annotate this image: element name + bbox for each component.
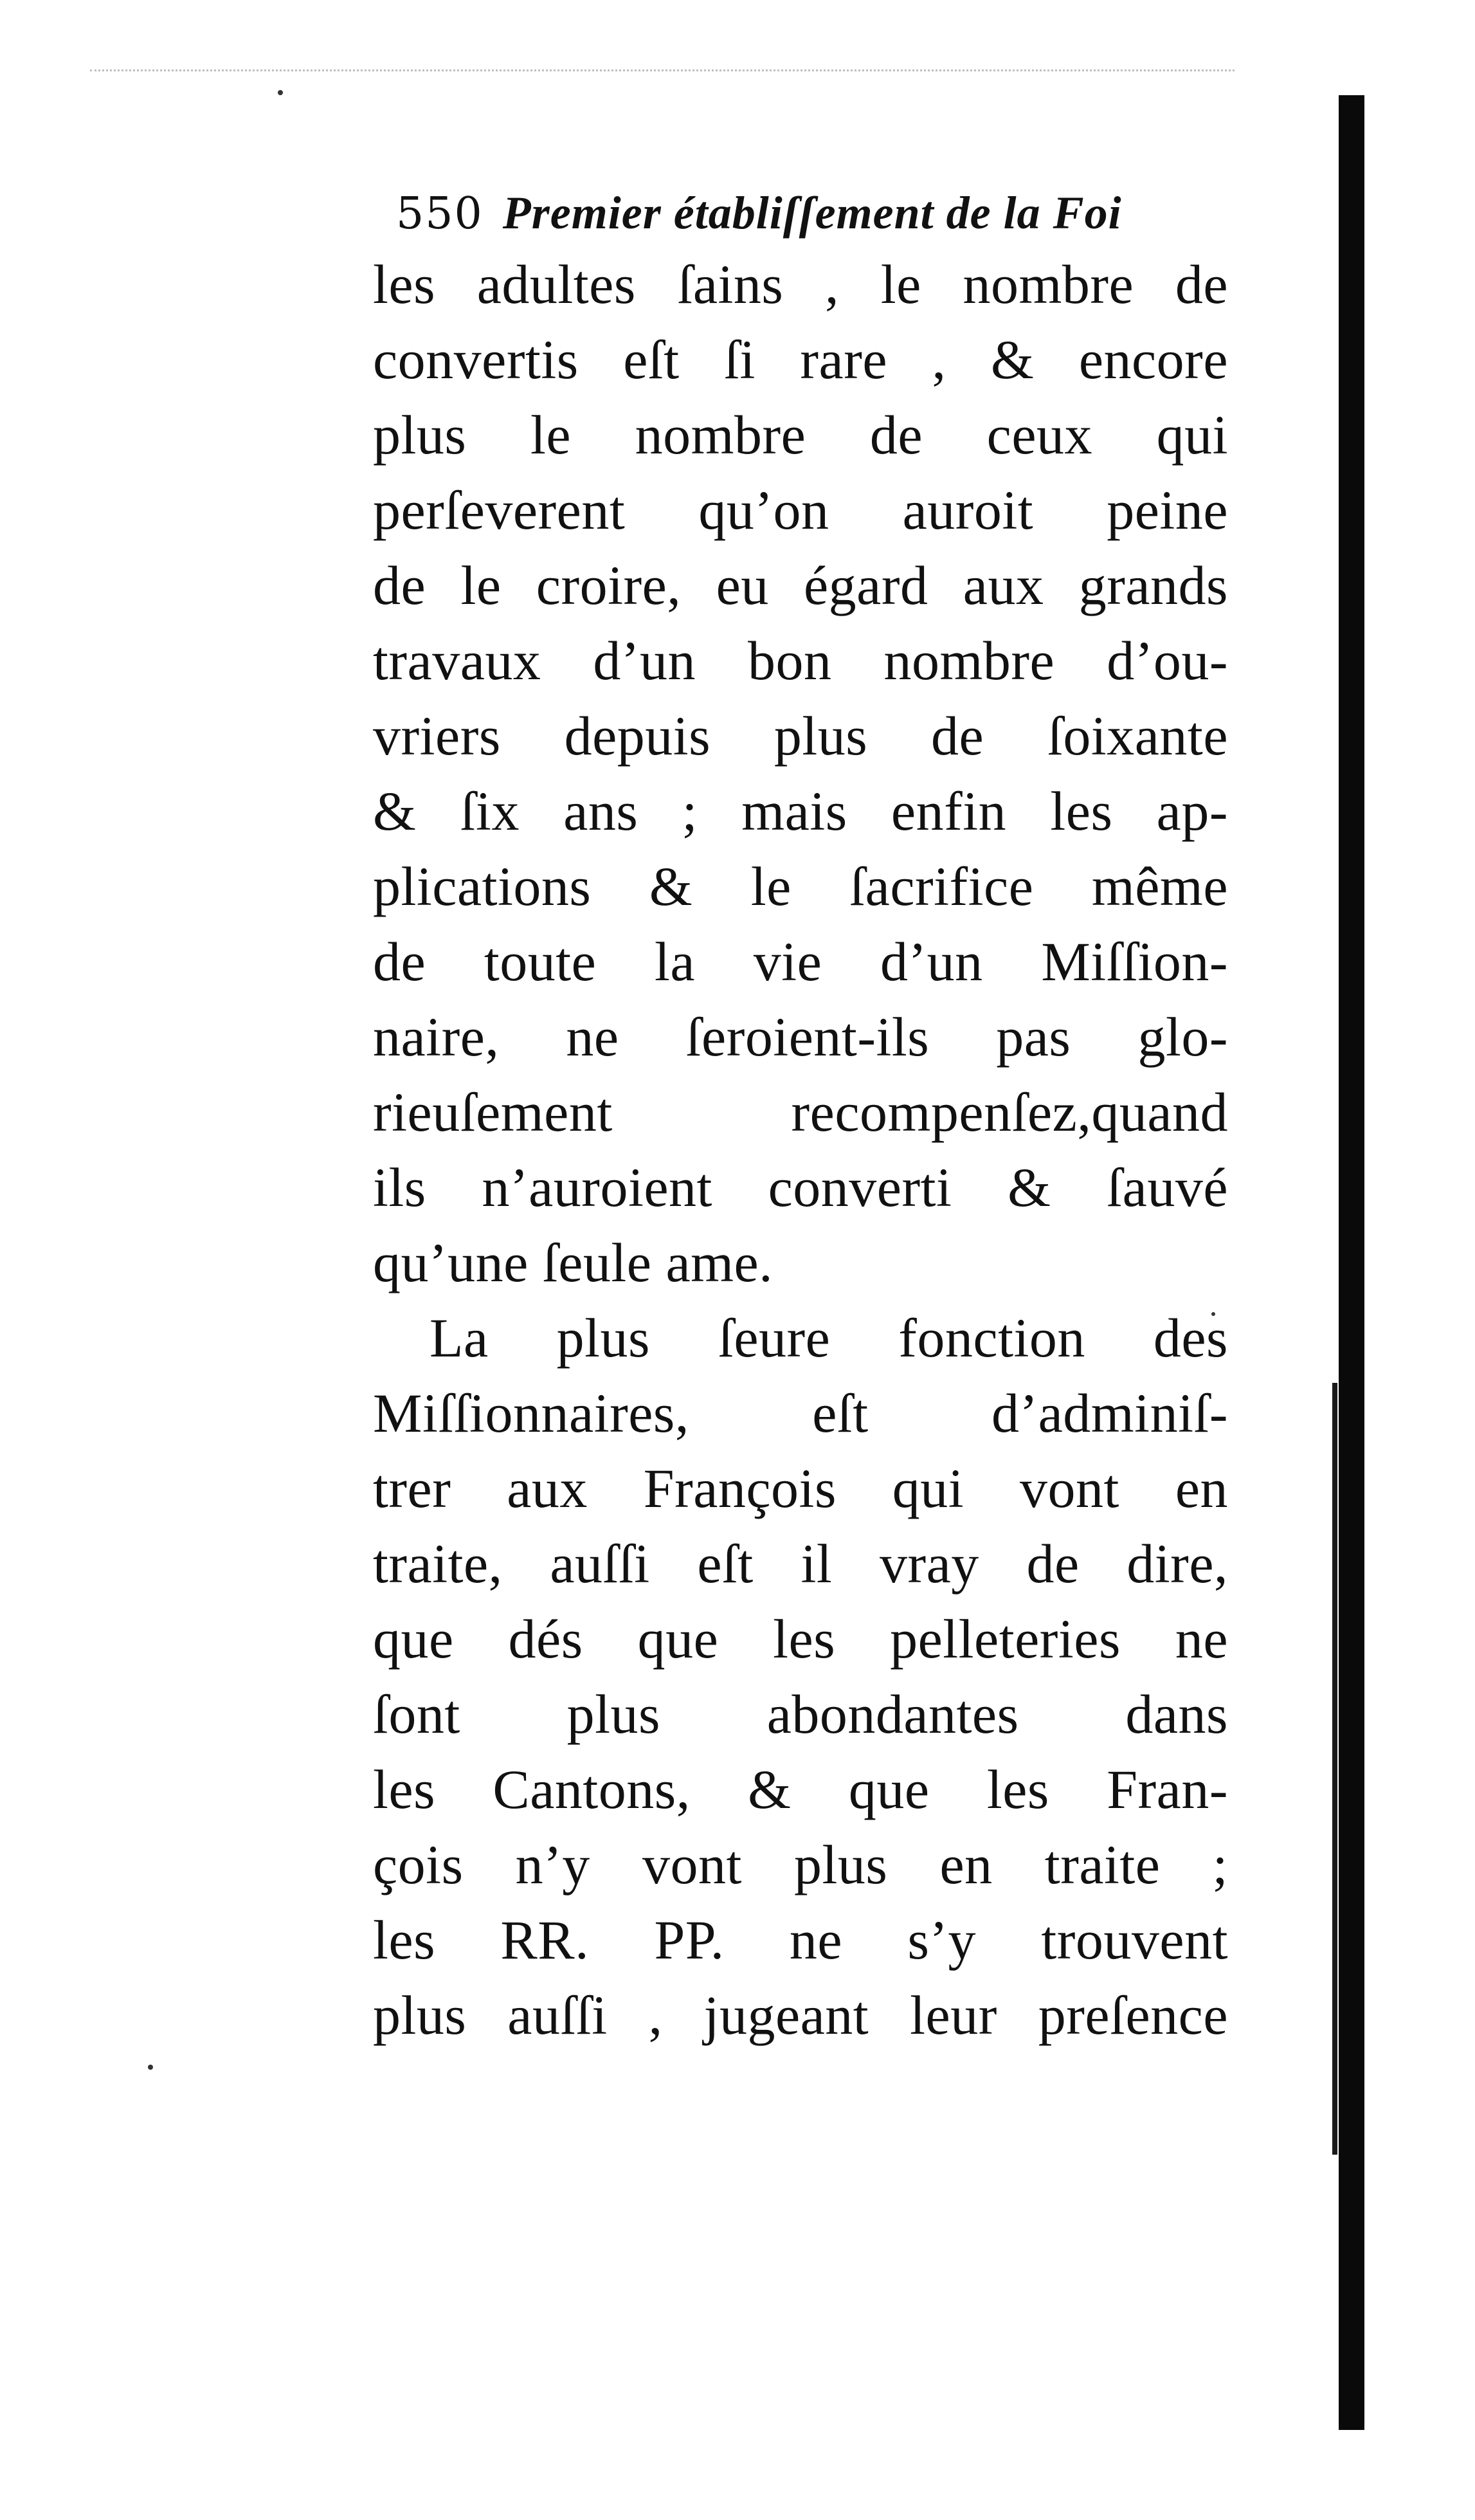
text-line: plications & le ſacrifice même	[373, 855, 1228, 917]
text-line: de le croire, eu égard aux grands	[373, 554, 1228, 616]
page-number: 550	[396, 188, 484, 239]
text-line: trer aux François qui vont en	[373, 1457, 1228, 1519]
paragraph-2	[373, 1301, 1228, 2053]
text-line: les RR. PP. ne s’y trouvent	[373, 1909, 1228, 1971]
text-line: perſeverent qu’on auroit peine	[373, 479, 1228, 541]
text-line: naire, ne ſeroient-ils pas glo-	[373, 1006, 1228, 1068]
text-line: convertis eſt ſi rare , & encore	[373, 329, 1228, 390]
text-line: La plus ſeure fonction des	[430, 1307, 1228, 1369]
text-line: que dés que les pelleteries ne	[373, 1608, 1228, 1670]
text-line: plus auſſi , jugeant leur preſence	[373, 1984, 1228, 2046]
text-line: Miſſionnaires, eſt d’adminiſ-	[373, 1382, 1228, 1444]
running-title: Premier établiſſement de la Foi	[502, 187, 1122, 239]
text-line: plus le nombre de ceux qui	[373, 404, 1228, 466]
text-line: traite, auſſi eſt il vray de dire,	[373, 1533, 1228, 1594]
text-line: qu’une ſeule ame.	[373, 1232, 774, 1293]
text-line: travaux d’un bon nombre d’ou-	[373, 630, 1228, 691]
scan-speck	[148, 2065, 153, 2070]
body-text	[373, 247, 1228, 2053]
text-line: çois n’y vont plus en traite ;	[373, 1834, 1228, 1895]
text-line: les Cantons, & que les Fran-	[373, 1758, 1228, 1820]
binding-edge-shadow	[1332, 1383, 1337, 2155]
binding-edge	[1339, 95, 1364, 2430]
scan-speck	[278, 90, 283, 95]
text-line: de toute la vie d’un Miſſion-	[373, 931, 1228, 992]
text-line: rieuſement recompenſez,quand	[373, 1081, 1228, 1143]
text-line: les adultes ſains , le nombre de	[373, 253, 1228, 315]
text-line: & ſix ans ; mais enfin les ap-	[373, 780, 1228, 842]
text-line: ſont plus abondantes dans	[373, 1683, 1228, 1745]
paragraph-1	[373, 247, 1228, 1301]
scan-noise	[90, 69, 1235, 80]
text-line: ils n’auroient converti & ſauvé	[373, 1156, 1228, 1218]
text-line: vriers depuis plus de ſoixante	[373, 705, 1228, 767]
